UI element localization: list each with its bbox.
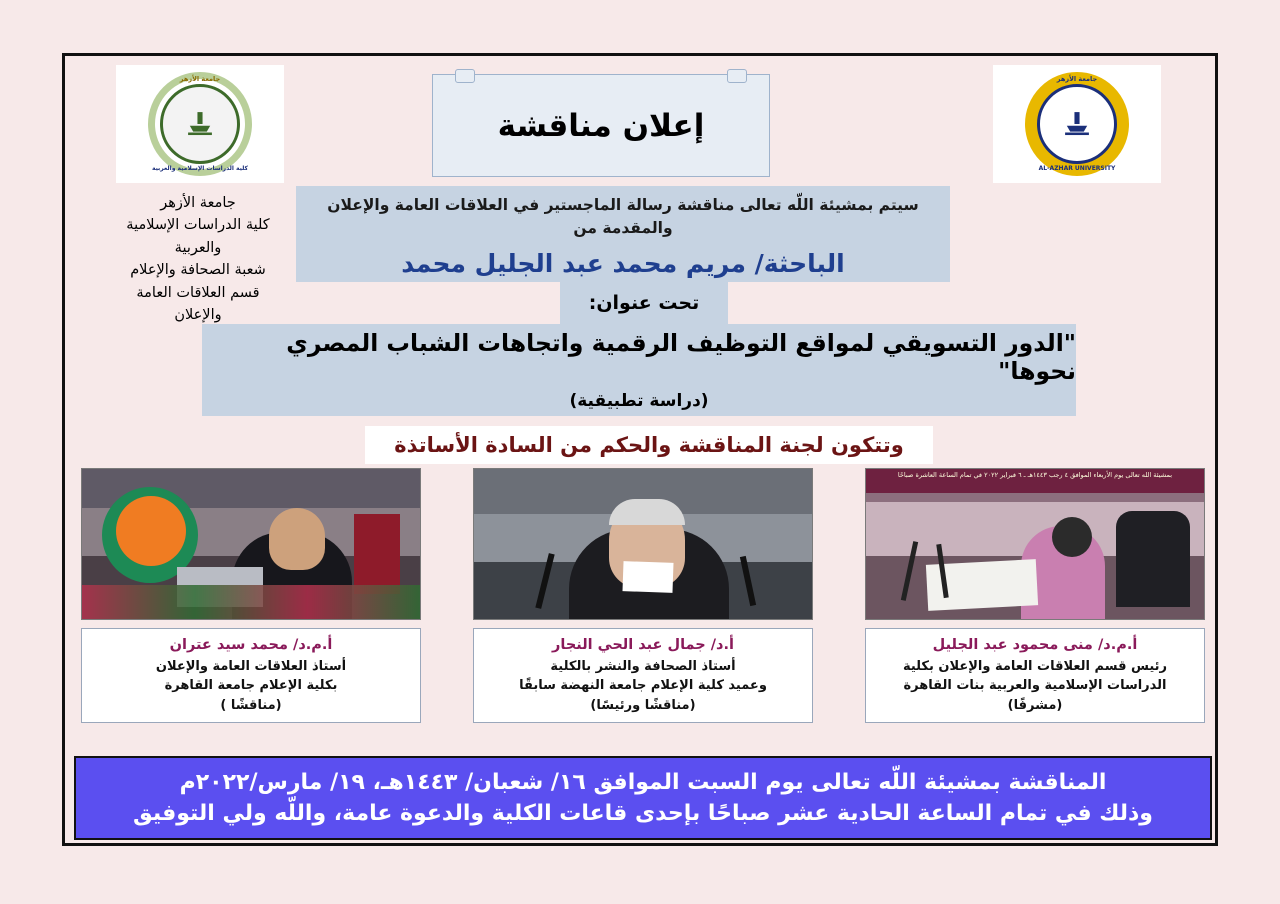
page-title: إعلان مناقشة	[497, 107, 705, 144]
university-line-0: جامعة الأزهر	[160, 195, 236, 211]
announcement-text: سيتم بمشيئة اللّه تعالى مناقشة رسالة الماجستير في العلاقات العامة والإعلان والمقدمة من	[327, 196, 919, 238]
committee-header: وتتكون لجنة المناقشة والحكم من السادة الأساتذة	[365, 426, 933, 464]
member-caption	[81, 628, 421, 723]
committee-members	[73, 468, 1213, 748]
announcement-band	[296, 186, 950, 282]
member-role-tag: (مناقشًا ورئيسًا)	[590, 697, 696, 713]
committee-member	[81, 468, 421, 748]
committee-member	[473, 468, 813, 748]
member-role-tag: (مناقشًا )	[220, 697, 282, 713]
university-seal-logo	[993, 65, 1161, 183]
lamp-book-icon	[183, 107, 217, 141]
footer-band	[74, 756, 1212, 840]
university-seal-bottom-text: AL-AZHAR UNIVERSITY	[1038, 165, 1116, 172]
scroll-roll-left-icon	[455, 69, 475, 83]
thesis-subtitle: (دراسة تطبيقية)	[569, 391, 709, 411]
poster-title-scroll	[432, 74, 770, 177]
member-role-line-1: رئيس قسم العلاقات العامة والإعلان بكلية	[902, 658, 1168, 674]
member-name: أ.د/ جمال عبد الحي النجار	[552, 637, 734, 653]
member-caption	[865, 628, 1205, 723]
member-role-line-2: الدراسات الإسلامية والعربية بنات القاهرة	[903, 678, 1167, 694]
university-line-1: كلية الدراسات الإسلامية والعربية	[126, 217, 270, 256]
member-name: أ.م.د/ منى محمود عبد الجليل	[932, 637, 1138, 653]
al-azhar-seal-icon	[1025, 72, 1129, 176]
member-photo	[81, 468, 421, 620]
scroll-roll-right-icon	[727, 69, 747, 83]
member-role-line-2: بكلية الإعلام جامعة القاهرة	[164, 678, 338, 694]
faculty-seal-logo	[116, 65, 284, 183]
university-seal-top-text: جامعة الأزهر	[1056, 75, 1098, 83]
member-role-tag: (مشرفًا)	[1007, 697, 1063, 713]
thesis-title-box	[202, 324, 1076, 416]
poster-frame	[62, 53, 1218, 846]
faculty-seal-bottom-text: كلية الدراسات الإسلامية والعربية	[151, 165, 249, 172]
photo-banner-text: بمشيئة الله تعالى يوم الأربعاء الموافق ٤ رجب ١٤٤٣هـ ـ ٦ فبراير ٢٠٢٢ في تمام الساعة العاشرة صباحًا	[897, 471, 1173, 479]
faculty-seal-top-text: جامعة الأزهر	[179, 75, 221, 83]
university-info-block	[112, 192, 284, 327]
member-photo	[473, 468, 813, 620]
university-line-2: شعبة الصحافة والإعلام	[130, 262, 266, 279]
under-title-label: تحت عنوان:	[560, 282, 728, 324]
member-name: أ.م.د/ محمد سيد عتران	[169, 637, 333, 653]
thesis-title: "الدور التسويقي لمواقع التوظيف الرقمية واتجاهات الشباب المصري نحوها"	[286, 329, 1076, 385]
member-role-line-1: أستاذ الصحافة والنشر بالكلية	[550, 658, 736, 674]
member-role-line-1: أستاذ العلاقات العامة والإعلان	[155, 658, 347, 674]
member-caption	[473, 628, 813, 723]
footer-line-1: المناقشة بمشيئة اللّه تعالى يوم السبت الموافق ١٦/ شعبان/ ١٤٤٣هـ، ١٩/ مارس/٢٠٢٢م	[179, 770, 1107, 795]
faculty-seal-icon	[148, 72, 252, 176]
committee-member	[865, 468, 1205, 748]
member-role-line-2: وعميد كلية الإعلام جامعة النهضة سابقًا	[519, 678, 767, 694]
footer-line-2: وذلك في تمام الساعة الحادية عشر صباحًا بإحدى قاعات الكلية والدعوة عامة، واللّه ولي التوفيق	[133, 801, 1153, 826]
researcher-name: الباحثة/ مريم محمد عبد الجليل محمد	[401, 248, 845, 278]
lamp-book-icon	[1060, 107, 1094, 141]
member-photo	[865, 468, 1205, 620]
university-line-3: قسم العلاقات العامة والإعلان	[136, 284, 260, 324]
